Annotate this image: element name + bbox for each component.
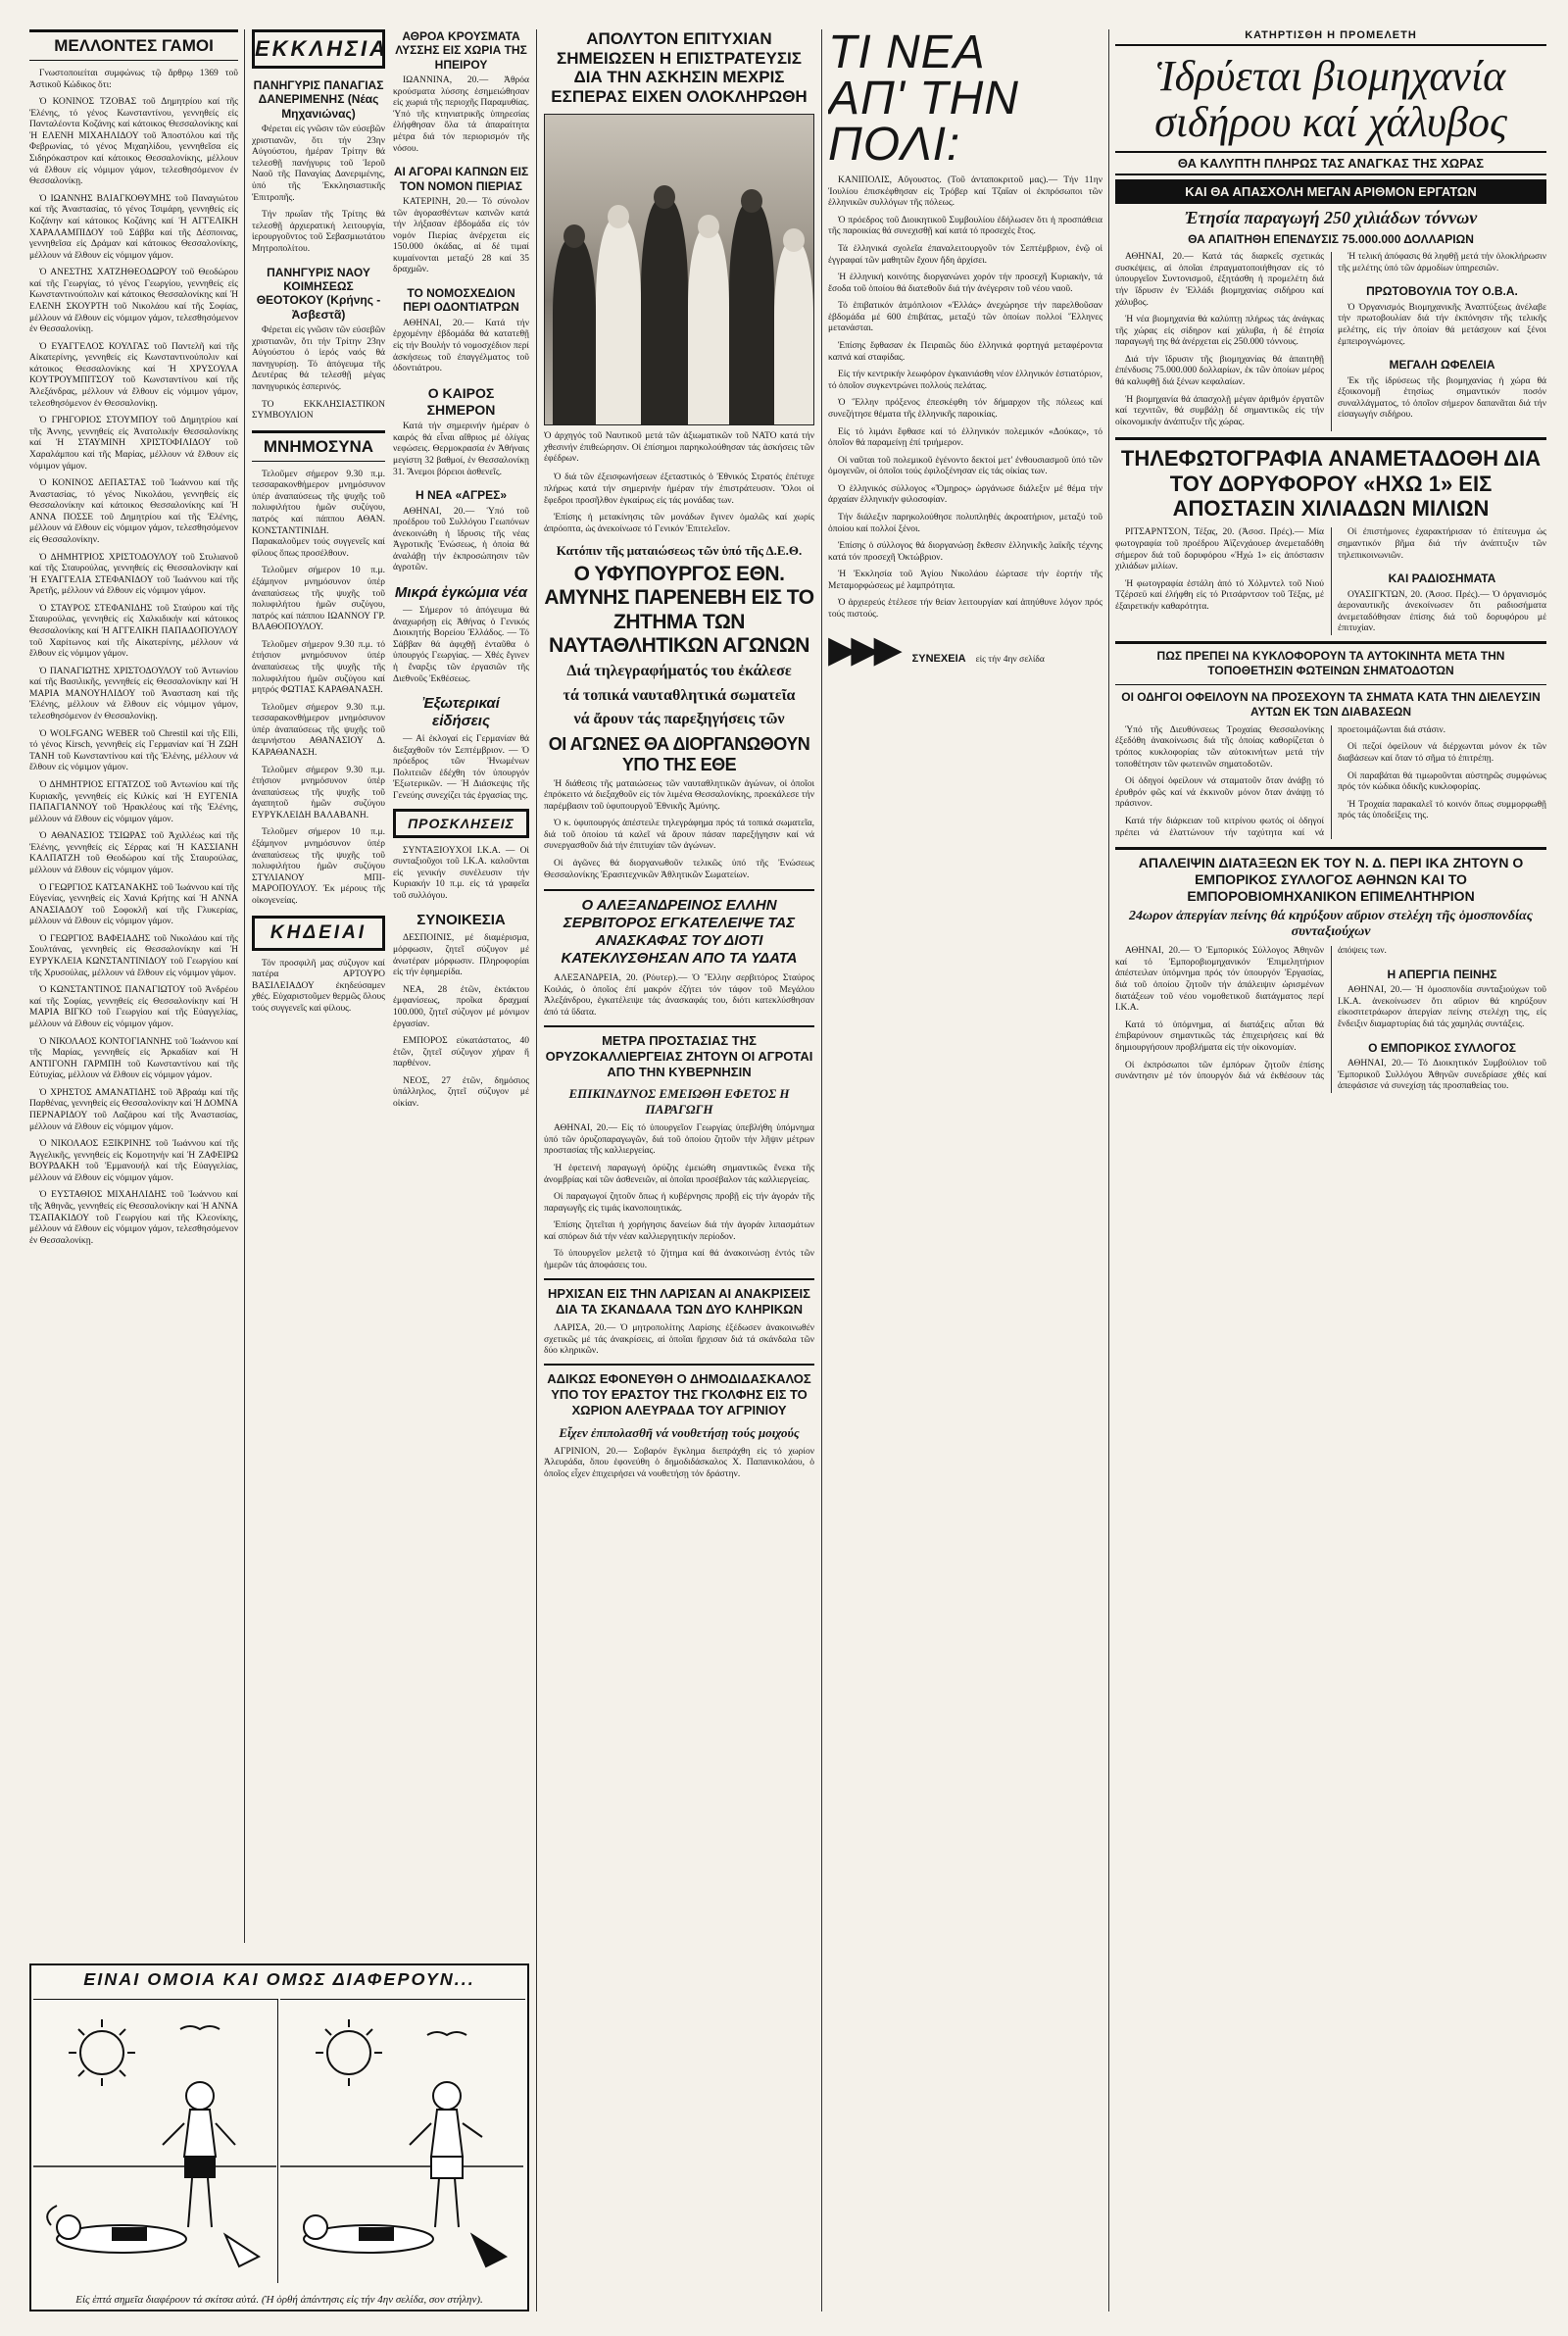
standing-figure: [410, 2082, 482, 2227]
text-line: Ἱδρύεται βιομηχανία: [1155, 52, 1506, 100]
column-rule: [821, 29, 822, 2311]
sub-heading: ΜΕΓΑΛΗ ΩΦΕΛΕΙΑ: [1389, 358, 1495, 373]
text-line: Διά τηλεγραφήματός του ἐκάλεσε: [566, 662, 792, 679]
text-line: ΝΕΟΣ, 27 ἐτῶν, δημόσιος ὑπάλληλος, ζητεῖ σύζυγον μέ οἰκίαν.: [393, 1075, 529, 1109]
article-subheadline: ΟΙ ΟΔΗΓΟΙ ΟΦΕΙΛΟΥΝ ΝΑ ΠΡΟΣΕΧΟΥΝ ΤΑ ΣΗΜΑΤΑ ΚΑΤΑ ΤΗΝ ΔΙΕΛΕΥΣΙΝ ΑΥΤΩΝ ΕΚ ΤΩΝ ΔΙΑΒΑΣΕΩΝ: [1115, 684, 1546, 720]
continued-marker: [828, 628, 1102, 671]
brief-title: Η ΝΕΑ «ΑΓΡΕΣ»: [415, 488, 508, 503]
text-line: Ἡ τελική ἀπόφασις θά ληφθῇ μετά τήν ὁλοκλήρωσιν τῆς μελέτης ὑπό τῶν ἁρμοδίων ὑπηρεσιῶν.: [1338, 252, 1546, 273]
text-line: Τελοῦμεν σήμερον 10 π.μ. ἐξάμηνον μνημόσυνον ὑπέρ ἀναπαύσεως τῆς ψυχῆς τοῦ πολυφιλήτου ἡμῶν συζύγου, πατρός καί πάππου ΙΩΑΝΝΟΥ ΓΡ. ΒΛΑΘΟΠΟΥΛΟΥ.: [252, 566, 385, 633]
column-rule: [536, 29, 537, 2311]
text-line: Ἐπίσης ἔφθασαν ἐκ Πειραιῶς δύο ἑλληνικά φορτηγά μεταφέροντα καπνά καί σταφίδας.: [828, 341, 1102, 363]
text-line: ΑΘΗΝΑΙ, 20.— Εἰς τό ὑπουργεῖον Γεωργίας ὑπεβλήθη ὑπόμνημα ὑπό τῶν ὀρυζοπαραγωγῶν, διά τοῦ ὁποίου ζητοῦν τήν λῆψιν μέτρων προστασίας τῆς καλλιεργείας.: [544, 1123, 814, 1157]
text-line: Τελοῦμεν σήμερον 9.30 π.μ. ἐτήσιον μνημόσυνον ὑπέρ ἀναπαύσεως τῆς ψυχῆς τοῦ ἀγαπητοῦ ἡμῶν συζύγου ΕΥΡΥΚΛΕΙΔΗ ΒΑΛΑΒΑΝΗ.: [252, 765, 385, 820]
text-line: Ὁ ΣΤΑΥΡΟΣ ΣΤΕΦΑΝΙΔΗΣ τοῦ Σταύρου καί τῆς Σταυρούλας, γεννηθείς εἰς Χαλκιδικήν καί κάτοικος Θεσσαλονίκης καί Ἡ ΑΓΓΕΛΙΚΗ ΠΑΠΑΔΟΠΟΥΛΟΥ τοῦ Χαρίτωνος καί τῆς Αἰκατερίνης, μέλλουν νά ἔλθουν εἰς νόμιμον γάμον.: [29, 603, 238, 660]
text-line: Φέρεται εἰς γνῶσιν τῶν εὐσεβῶν χριστιανῶν, ὅτι τήν 23ην Αὐγούστου, ἡμέραν Τρίτην θά τελεσθῇ πανήγυρις τοῦ Ἱεροῦ Ναοῦ τῆς Παναγίας Δανεριμένης, ὑπό τῆς Ἐκκλησιαστικῆς Ἐπιτροπῆς.: [252, 124, 385, 203]
section-heading: ΜΕΛΛΟΝΤΕΣ ΓΑΜΟΙ: [29, 29, 238, 61]
text-line: Ἡ νέα βιομηχανία θά καλύπτῃ πλήρως τάς ἀνάγκας τῆς χώρας εἰς σίδηρον καί χάλυβα, ἡ δέ ἐτησία παραγωγή της θά ἀνέρχεται εἰς 250.000 τόννους.: [1115, 315, 1324, 348]
text-line: Ὁ ΔΗΜΗΤΡΙΟΣ ΕΓΓΑΤΖΟΣ τοῦ Ἀντωνίου καί τῆς Κυριακῆς, γεννηθείς εἰς Κιλκίς καί Ἡ ΕΥΓΕΝΙΑ ΠΑΠΑΓΙΑΝΝΟΥ τοῦ Ἡρακλέους καί τῆς Ἑλένης, μέλλουν νά ἔλθουν εἰς νόμιμον γάμον.: [29, 779, 238, 824]
text-line: Ὁ ΚΟΝΙΝΟΣ ΤΖΟΒΑΣ τοῦ Δημητρίου καί τῆς Ἑλένης, τό γένος Κωνσταντίνου, γεννηθείς εἰς Πανταλέοντα Κοζάνης καί κάτοικος Θεσσαλονίκης καί Ἡ ΕΛΕΝΗ ΜΙΧΑΗΛΙΔΟΥ τοῦ Ἀποστόλου καί τῆς Φεβρωνίας, τό γένος Μιχαηλίδου, γεννηθεῖσα εἰς Σιδηρόκαστρον καί κάτοικος Θεσσαλονίκης, μέλλουν νά ἔλθουν εἰς νόμιμον γάμον, τελεσθησόμενον ἐν Θεσσαλονίκῃ.: [29, 97, 238, 187]
city-news-column: [828, 29, 1102, 2311]
text-line: Τελοῦμεν σήμερον 10 π.μ. ἐξάμηνον μνημόσυνον ὑπέρ ἀναπαύσεως τῆς ψυχῆς τοῦ πολυφιλήτου ἡμῶν συζύγου ΣΤΥΛΙΑΝΟΥ ΜΠΙ-ΜΑΡΟΠΟΥΛΟΥ. Ἐκ μέρους τῆς οἰκογενείας.: [252, 827, 385, 906]
city-news-masthead: [828, 29, 1102, 172]
text-line: Ἡ ἑλληνική κοινότης διοργανώνει χορόν τήν προσεχῆ Κυριακήν, τά ἔσοδα τοῦ ὁποίου θά διατεθοῦν διά τήν ἀνέγερσιν τοῦ νέου ναοῦ.: [828, 273, 1102, 294]
invitations-heading: ΠΡΟΣΚΛΗΣΕΙΣ: [393, 809, 529, 838]
text-line: Κατά τήν διάρκειαν τοῦ κιτρίνου φωτός οἱ ὁδηγοί πρέπει νά ἐλαττώνουν τήν ταχύτητα καί νά προετοιμάζωνται διά στάσιν.: [1115, 724, 1446, 838]
text-line: Γνωστοποιείται συμφώνως τῷ ἄρθρῳ 1369 τοῦ Ἀστικοῦ Κώδικος ὅτι:: [29, 69, 238, 90]
invitations-body: ΣΥΝΤΑΞΙΟΥΧΟΙ Ι.Κ.Α. — Οἱ συνταξιοῦχοι τοῦ Ι.Κ.Α. καλοῦνται εἰς γενικήν συνέλευσιν τήν Κυριακήν 10 π.μ. εἰς τά γραφεῖα τοῦ συλλόγου.: [393, 845, 529, 901]
church-section-heading: ΕΚΚΛΗΣΙΑ: [252, 29, 385, 69]
cartoon-panel-right: [280, 1999, 525, 2283]
church-subcolumn: [252, 29, 388, 1117]
text-line: Εἰς τό λιμάνι ἔφθασε καί τό ἑλληνικόν πολεμικόν «Δούκας», τό ὁποῖον θά παραμείνῃ ἐπί τριήμερον.: [828, 426, 1102, 449]
text-line: Ὑπό τῆς Διευθύνσεως Τροχαίας Θεσσαλονίκης ἐξεδόθη ἀνακοίνωσις διά τῆς ὁποίας καθορίζεται ὁ τρόπος κυκλοφορίας τῶν αὐτοκινήτων μετά τήν τοποθέτησιν τῶν φωτεινῶν σηματοδοτῶν.: [1115, 724, 1324, 770]
text-line: Κατά τό ὑπόμνημα, αἱ διατάξεις αὗται θά ἐπιβαρύνουν σημαντικῶς τάς ἐπιχειρήσεις καί θά δημιουργήσουν προβλήματα εἰς τήν οἰκονομίαν.: [1115, 1019, 1324, 1053]
text-line: ΑΘΗΝΑΙ, 20.— Ὁ Ἐμπορικός Σύλλογος Ἀθηνῶν καί τό Ἐμποροβιομηχανικόν Ἐπιμελητήριον ἀπέστειλαν ὑπόμνημα πρός τόν ὑπουργόν Ἐργασίας, διά τοῦ ὁποίου ζητοῦν τήν ἀπάλειψιν ὡρισμένων διατάξεων τοῦ νέου νομοθετικοῦ διατάγματος περί Ι.Κ.Α.: [1115, 946, 1324, 1014]
text-line: Ὁ ΕΥΑΓΓΕΛΟΣ ΚΟΥΛΓΑΣ τοῦ Παντελῆ καί τῆς Αἰκατερίνης, γεννηθείς εἰς Κωνσταντινούπολιν καί κάτοικος Θεσσαλονίκης καί Ἡ ΧΡΥΣΟΥΛΑ ΚΟΥΤΡΟΥΜΠΙΤΣΟΥ τοῦ Κωνσταντίνου καί τῆς Ἀλεξάνδρας, μέλλουν νά ἔλθουν εἰς νόμιμον γάμον, τελεσθησόμενον ἐν Θεσσαλονίκῃ.: [29, 341, 238, 409]
sun-rays: [316, 2019, 382, 2086]
main-headline: [1115, 54, 1546, 145]
industry-news-column: [1115, 29, 1546, 2311]
reclining-figure: [47, 2206, 186, 2253]
text-line: Τό ὑπουργεῖον μελετᾷ τό ζήτημα καί θά ἀνακοινώσῃ ἐντός τῶν ἡμερῶν τάς ἀποφάσεις του.: [544, 1249, 814, 1271]
text-line: Οἱ ἐπιστήμονες ἐχαρακτήρισαν τό ἐπίτευγμα ὡς σημαντικόν βῆμα διά τήν ἀνάπτυξιν τῶν τηλεπικοινωνιῶν.: [1338, 527, 1546, 561]
text-line: ΔΕΣΠΟΙΝΙΣ, μέ διαμέρισμα, μόρφωσιν, ζητεῖ σύζυγον μέ ἀνωτέραν μόρφωσιν. Πληροφορίαι εἰς τήν ἐφημερίδα.: [393, 933, 529, 978]
matchmaking-heading: ΣΥΝΟΙΚΕΣΙΑ: [416, 912, 506, 929]
text-line: Διά τήν ἵδρυσιν τῆς βιομηχανίας θά ἀπαιτηθῇ ἐπένδυσις 75.000.000 δολλαρίων, ἐκ τῶν ὁποίων μέρος θά καλυφθῇ διά ξένων κεφαλαίων.: [1115, 354, 1324, 388]
bird-icon: [180, 2026, 220, 2029]
sub-heading: Η ΑΠΕΡΓΙΑ ΠΕΙΝΗΣ: [1387, 967, 1497, 981]
telephoto-article-body: [1115, 527, 1546, 634]
investment-line: ΘΑ ΑΠΑΙΤΗΘΗ ΕΠΕΝΔΥΣΙΣ 75.000.000 ΔΟΛΛΑΡΙΩΝ: [1188, 232, 1474, 247]
sub-heading: ΚΑΙ ΡΑΔΙΟΣΗΜΑΤΑ: [1388, 572, 1496, 586]
local-news-body: — Σήμερον τό ἀπόγευμα θά ἀναχωρήσῃ εἰς Ἀθήνας ὁ Γενικός Διοικητής Βορείου Ἑλλάδος. — Τό Σάββαν θά ἀφιχθῇ ἐνταῦθα ὁ ὑπουργός Γεωργίας. — Χθές ἔγινεν ἡ ἔναρξις τῶν ἐργασιῶν τῆς Διεθνοῦς Ἐκθέσεως.: [393, 606, 529, 684]
text-line: Ἐπίσης ὁ σύλλογος θά διοργανώσῃ ἔκθεσιν ἑλληνικῆς λαϊκῆς τέχνης κατά τόν προσεχῆ Ὀκτώβριον.: [828, 541, 1102, 563]
text-line: Ὁ WOLFGANG WEBER τοῦ Chrestil καί τῆς Elli, τό γένος Kirsch, γεννηθείς εἰς Γερμανίαν καί Ἡ ΖΩΗ ΤΑΝΗ τοῦ Κωνσταντίνου καί τῆς Ἑλένης, μέλλουν νά ἔλθουν εἰς νόμιμον γάμον.: [29, 728, 238, 773]
reclining-figure: [304, 2215, 433, 2253]
text-line: Ἡ ἐφετεινή παραγωγή ὀρύζης ἐμειώθη σημαντικῶς ἕνεκα τῆς ἀνομβρίας καί τῶν ἀσθενειῶν, αἱ ὁποῖαι προσέβαλον τάς καλλιεργείας.: [544, 1164, 814, 1185]
cartoon-caption: Εἰς ἑπτά σημεῖα διαφέρουν τά σκίτσα αὐτά. (Ἡ ὀρθή ἀπάντησις εἰς τήν 4ην σελίδα, σον στήλην).: [75, 2294, 483, 2306]
article-deck: ΕΠΙΚΙΝΔΥΝΟΣ ΕΜΕΙΩΘΗ ΕΦΕΤΟΣ Η ΠΑΡΑΓΩΓΗ: [568, 1086, 790, 1118]
city-news-body: [828, 175, 1102, 621]
text-line: Ἐπίσης ζητεῖται ἡ χορήγησις δανείων διά τήν ἀγοράν λιπασμάτων καί σπόρων διά τήν νέαν καλλιεργητικήν περίοδον.: [544, 1220, 814, 1242]
steel-article-body: [1115, 252, 1546, 430]
text-line: Ἡ Ἐκκλησία τοῦ Ἁγίου Νικολάου ἐώρτασε τήν ἑορτήν τῆς Μεταμορφώσεως μέ λαμπρότητα.: [828, 570, 1102, 591]
arrow-right-icon: ▶▶▶: [828, 628, 897, 671]
funeral-notice: Τόν προσφιλῆ μας σύζυγον καί πατέρα ΑΡΤΟΥΡΟ ΒΑΣΙΛΕΙΑΔΟΥ ἐκηδεύσαμεν χθές. Εὐχαριστοῦμεν θερμῶς ὅλους τούς συγγενεῖς καί φίλους.: [252, 958, 385, 1014]
text-line: Οἱ ὁδηγοί ὀφείλουν νά σταματοῦν ὅταν ἀνάβῃ τό ἐρυθρόν φῶς καί νά ἐκκινοῦν μόνον ὅταν ἀνάψῃ τό πράσινον.: [1115, 776, 1324, 810]
foreign-news-heading: Ἐξωτερικαί εἰδήσεις: [422, 695, 500, 730]
text-line: ΑΘΗΝΑΙ, 20.— Κατά τάς διαρκεῖς σχετικάς συσκέψεις, αἱ ὁποῖαι ἐπραγματοποιήθησαν εἰς τό ὑπουργεῖον Συντονισμοῦ, ἐξητάσθη ἡ προμελέτη διά τήν ἵδρυσιν ἐν Ἑλλάδι βιομηχανίας σιδήρου καί χάλυβος.: [1115, 252, 1324, 308]
text-line: ΠΟΛΙ:: [828, 119, 961, 172]
text-line: Οἱ ἐκπρόσωποι τῶν ἐμπόρων ζητοῦν ἐπίσης συνάντησιν μέ τόν ὑπουργόν διά νά ἐκθέσουν τάς ἀπόψεις των.: [1115, 946, 1387, 1082]
text-line: Οἱ πεζοί ὀφείλουν νά διέρχωνται μόνον ἐκ τῶν διαβάσεων καί ὅταν τό σῆμα τό ἐπιτρέπῃ.: [1338, 742, 1546, 765]
sub-body: ΑΘΗΝΑΙ, 20.— Τό Διοικητικόν Συμβούλιον τοῦ Ἐμπορικοῦ Συλλόγου Ἀθηνῶν συνεδρίασε χθές καί ἀπεφάσισε νά συνεχίσῃ τάς προσπαθείας του.: [1338, 1058, 1546, 1092]
text-line: Ὁ ΑΘΑΝΑΣΙΟΣ ΤΣΙΩΡΑΣ τοῦ Ἀχιλλέως καί τῆς Ἑλένης, γεννηθείς εἰς Σέρρας καί Ἡ ΚΑΣΣΙΑΝΗ ΚΑΛΠΑΤΖΗ τοῦ Θεοδώρου καί τῆς Σταυρούλας, μέλλουν νά ἔλθουν εἰς νόμιμον γάμον.: [29, 831, 238, 875]
continued-label: ΣΥΝΕΧΕΙΑ: [911, 652, 966, 665]
brief-title: ΠΑΝΗΓΥΡΙΣ ΠΑΝΑΓΙΑΣ ΔΑΝΕΡΙΜΕΝΗΣ (Νέας Μηχανιώνας): [253, 78, 384, 121]
article-deck: 24ωρον ἀπεργίαν πείνης θά κηρύξουν αὔριον στελέχη τῆς ὁμοσπονδίας συνταξιούχων: [1129, 909, 1533, 940]
text-line: ΑΠ' ΤΗΝ: [828, 73, 1019, 125]
article-headline: ΠΩΣ ΠΡΕΠΕΙ ΝΑ ΚΥΚΛΟΦΟΡΟΥΝ ΤΑ ΑΥΤΟΚΙΝΗΤΑ ΜΕΤΑ ΤΗΝ ΤΟΠΟΘΕΤΗΣΙΝ ΦΩΤΕΙΝΩΝ ΣΗΜΑΤΟΔΟΤΩΝ: [1115, 641, 1546, 678]
article-body: ΑΓΡΙΝΙΟΝ, 20.— Σοβαρόν ἔγκλημα διεπράχθη εἰς τό χωρίον Ἀλευράδα, ὅπου ἐφονεύθη ὁ δημοδιδάσκαλος Χ. Παπανικολάου, ὁ ὁποῖος εἶχεν ἐπιχειρήσει νά νουθετήσῃ τόν δράστην.: [544, 1446, 814, 1479]
text-line: Τελοῦμεν σήμερον 9.30 π.μ. τό ἐτήσιον μνημόσυνον ὑπέρ ἀναπαύσεως τῆς ψυχῆς τῆς πολυφιλήτου ἡμῶν συζύγου καί μητρός ΦΩΤΙΑΣ ΚΑΡΑΘΑΝΑΣΗ.: [252, 639, 385, 696]
article-body: [544, 1123, 814, 1271]
article-headline: ΜΕΤΡΑ ΠΡΟΣΤΑΣΙΑΣ ΤΗΣ ΟΡΥΖΟΚΑΛΛΙΕΡΓΕΙΑΣ ΖΗΤΟΥΝ ΟΙ ΑΓΡΟΤΑΙ ΑΠΟ ΤΗΝ ΚΥΒΕΡΝΗΣΙΝ: [544, 1025, 814, 1081]
text-line: ΤΟ ΕΚΚΛΗΣΙΑΣΤΙΚΟΝ ΣΥΜΒΟΥΛΙΟΝ: [252, 399, 385, 422]
matchmaking-list: [393, 933, 529, 1110]
text-line: ΚΑΝΙΠΟΛΙΣ, Αὔγουστος. (Τοῦ ἀνταποκριτοῦ μας).— Τήν 11ην Ἰουλίου ἐπισκέφθησαν εἰς Τρόβερ καί Τζαΐαν οἱ ἐκπρόσωποι τῶν ἑλληνικῶν συλλόγων τῆς πόλεως.: [828, 175, 1102, 209]
text-line: ΝΕΑ, 28 ἐτῶν, ἐκτάκτου ἐμφανίσεως, προῖκα δραχμαί 100.000, ζητεῖ σύζυγον μέ μόνιμον ἐργασίαν.: [393, 984, 529, 1029]
text-line: Ἡ Τροχαία παρακαλεῖ τό κοινόν ὅπως συμμορφωθῇ πρός τάς ὑποδείξεις της.: [1338, 799, 1546, 821]
article-headline: ΟΙ ΑΓΩΝΕΣ ΘΑ ΔΙΟΡΓΑΝΩΘΟΥΝ ΥΠΟ ΤΗΣ ΕΘΕ: [548, 734, 810, 774]
text-line: Ὁ ΚΩΝΣΤΑΝΤΙΝΟΣ ΠΑΝΑΓΙΩΤΟΥ τοῦ Ἀνδρέου καί τῆς Σοφίας, γεννηθείς εἰς Θεσσαλονίκην καί Ἡ ΜΑΡΙΑ ΒΙΓΚΟ τοῦ Γεωργίου καί τῆς Εὐαγγελίας, μέλλουν νά ἔλθουν εἰς νόμιμον γάμον.: [29, 985, 238, 1029]
kicker: Κατόπιν τῆς ματαιώσεως τῶν ὑπό τῆς Δ.Ε.Θ.: [556, 543, 803, 559]
text-line: Ὁ ΝΙΚΟΛΑΟΣ ΚΟΝΤΟΓΙΑΝΝΗΣ τοῦ Ἰωάννου καί τῆς Μαρίας, γεννηθείς εἰς Ἀρκαδίαν καί Ἡ ΑΝΤΙΓΟΝΗ ΓΑΡΜΠΗ τοῦ Κωνσταντίνου καί τῆς Εὐτυχίας, μέλλουν νά ἔλθουν εἰς νόμιμον γάμον.: [29, 1036, 238, 1081]
text-line: Ὁ ΠΑΝΑΓΙΩΤΗΣ ΧΡΙΣΤΟΔΟΥΛΟΥ τοῦ Ἀντωνίου καί τῆς Βασιλικῆς, γεννηθείς εἰς Θεσσαλονίκην καί Ἡ ΜΑΡΙΑ ΜΑΝΟΥΗΛΙΔΟΥ τοῦ Ἀνασταση καί τῆς Ἑλένης, μέλλουν νά ἔλθουν εἰς νόμιμον γάμον, τελεσθησόμενον ἐν Θεσσαλονίκῃ.: [29, 666, 238, 722]
text-line: Ἡ φωτογραφία ἐστάλη ἀπό τό Χόλμντελ τοῦ Νιού Τζέρσεϋ καί ἐλήφθη εἰς τό Ριτσάρντσον τοῦ Τέξας, μέ ἐξαιρετικήν καθαρότητα.: [1115, 578, 1324, 612]
text-line: νά ἄρουν τάς παρεξηγήσεις τῶν: [573, 711, 785, 728]
brief-body: ΑΘΗΝΑΙ, 20.— Ὑπό τοῦ προέδρου τοῦ Συλλόγου Γεωπόνων ἀνεκοινώθη ἡ ἵδρυσις τῆς νέας Ἀγροτικῆς Ἑνώσεως, ἡ ὁποία θά ἀναλάβῃ τήν ἐκπροσώπησιν τῶν ἀγροτῶν.: [393, 506, 529, 573]
spot-the-difference-cartoon: [29, 1963, 529, 2311]
local-news-heading: Μικρά ἐγκώμια νέα: [394, 584, 528, 602]
sub-body: ΑΘΗΝΑΙ, 20.— Ἡ ὁμοσπονδία συνταξιούχων τοῦ Ι.Κ.Α. ἀνεκοίνωσεν ὅτι αὔριον θά κηρύξουν εἰκοσιτετράωρον ἀπεργίαν πείνης στελέχη της, εἰς ἔνδειξιν διαμαρτυρίας διά τάς χαμηλάς συντάξεις.: [1338, 985, 1546, 1030]
beach-sketch: [33, 2000, 276, 2282]
text-line: Ὁ ἀρχιερεύς ἐτέλεσε τήν θείαν λειτουργίαν καί ἀπηύθυνε λόγον πρός τούς πιστούς.: [828, 598, 1102, 621]
lead-headline: ΑΠΟΛΥΤΟΝ ΕΠΙΤΥΧΙΑΝ ΣΗΜΕΙΩΣΕΝ Η ΕΠΙΣΤΡΑΤΕΥΣΙΣ ΔΙΑ ΤΗΝ ΑΣΚΗΣΙΝ ΜΕΧΡΙΣ ΕΣΠΕΡΑΣ ΕΙΧΕΝ ΟΛΟΚΛΗΡΩΘΗ: [551, 29, 808, 106]
brief-body: ΚΑΤΕΡΙΝΗ, 20.— Τό σύνολον τῶν ἀγορασθέντων καπνῶν κατά τήν λήξασαν ἑβδομάδα εἰς τόν νομόν Πιερίας ἀνέρχεται εἰς 150.000 ὀκάδας, αἱ δέ τιμαί κυμαίνονται μεταξύ 28 καί 35 δραχμῶν.: [393, 197, 529, 275]
text-line: Τό ἐπιβατικόν ἀτμόπλοιον «Ἑλλάς» ἀνεχώρησε τήν παρελθοῦσαν ἑβδομάδα μέ 600 ἐπιβάτας, μεταξύ τῶν ὁποίων πολλοί Ἕλληνες μετανάσται.: [828, 301, 1102, 334]
text-line: ΕΜΠΟΡΟΣ εὐκατάστατος, 40 ἐτῶν, ζητεῖ σύζυγον χήραν ἤ παρθένον.: [393, 1036, 529, 1069]
cartoon-panel-left: [33, 1999, 278, 2283]
text-line: Ἐπίσης ἡ μετακίνησις τῶν μονάδων ἔγινεν ὁμαλῶς καί χωρίς ἀπρόοπτα, ὡς ἀνεκοίνωσε τό Γενικόν Ἐπιτελεῖον.: [544, 513, 814, 534]
text-line: ΡΙΤΣΑΡΝΤΣΟΝ, Τέξας, 20. (Ἀσοσ. Πρές).— Μία φωτογραφία τοῦ προέδρου Ἀϊζενχάουερ ἀνεμεταδόθη σήμερον διά τοῦ δορυφόρου «Ἠχώ 1» εἰς ἀπόστασιν χιλιάδων μιλίων.: [1115, 527, 1324, 572]
text-line: τά τοπικά ναυταθλητικά σωματεῖα: [563, 686, 796, 704]
text-line: Ὁ Ἕλλην πρόξενος ἐπεσκέφθη τόν δήμαρχον τῆς πόλεως καί συνεζήτησε θέματα τῆς ἑλληνικῆς παροικίας.: [828, 398, 1102, 420]
traffic-article-body: [1115, 725, 1546, 839]
brief-title: ΤΟ ΝΟΜΟΣΧΕΔΙΟΝ ΠΕΡΙ ΟΔΟΝΤΙΑΤΡΩΝ: [403, 286, 519, 315]
article-headline: Ο ΥΦΥΠΟΥΡΓΟΣ ΕΘΝ. ΑΜΥΝΗΣ ΠΑΡΕΝΕΒΗ ΕΙΣ ΤΟ ΖΗΤΗΜΑ ΤΩΝ ΝΑΥΤΑΘΛΗΤΙΚΩΝ ΑΓΩΝΩΝ: [544, 563, 814, 657]
memorials-heading: ΜΝΗΜΟΣΥΝΑ: [252, 430, 385, 462]
article-deck: [544, 662, 814, 730]
text-line: Εἰς τήν κεντρικήν λεωφόρον ἐγκαινιάσθη νέον ἑλληνικόν ἑστιατόριον, τό ὁποῖον συγκεντρώνει πολλούς πελάτας.: [828, 370, 1102, 391]
text-line: Οἱ ναῦται τοῦ πολεμικοῦ ἐγένοντο δεκτοί μετ' ἐνθουσιασμοῦ ὑπό τῶν ὁμογενῶν, οἱ ὁποῖοι τούς ἐφιλοξένησαν εἰς τάς οἰκίας των.: [828, 455, 1102, 477]
brief-title: ΑΘΡΟΑ ΚΡΟΥΣΜΑΤΑ ΛΥΣΣΗΣ ΕΙΣ ΧΩΡΙΑ ΤΗΣ ΗΠΕΙΡΟΥ: [395, 29, 527, 72]
text-line: σιδήρου καί χάλυβος: [1154, 97, 1507, 146]
article-headline: ΑΠΑΛΕΙΨΙΝ ΔΙΑΤΑΞΕΩΝ ΕΚ ΤΟΥ Ν. Δ. ΠΕΡΙ ΙΚΑ ΖΗΤΟΥΝ Ο ΕΜΠΟΡΙΚΟΣ ΣΥΛΛΟΓΟΣ ΑΘΗΝΩΝ ΚΑΙ ΤΟ ΕΜΠΟΡΟΒΙΟΜΗΧΑΝΙΚΟΝ ΕΠΙΜΕΛΗΤΗΡΙΟΝ: [1115, 847, 1546, 905]
column-rule: [244, 29, 245, 1943]
brief-title: ΑΙ ΑΓΟΡΑΙ ΚΑΠΝΩΝ ΕΙΣ ΤΟΝ ΝΟΜΟΝ ΠΙΕΡΙΑΣ: [393, 165, 529, 193]
text-line: Ὁ ΓΕΩΡΓΙΟΣ ΒΑΦΕΙΑΔΗΣ τοῦ Νικολάου καί τῆς Σουλτάνας, γεννηθείς εἰς Θεσσαλονίκην καί Ἡ ΕΥΡΥΚΛΕΙΑ ΚΩΝΣΤΑΝΤΙΝΙΔΟΥ τοῦ Γεωργίου καί τῆς Χρυσούλας, μέλλουν νά ἔλθουν εἰς νόμιμον γάμον.: [29, 933, 238, 978]
article-body: ΑΛΕΞΑΝΔΡΕΙΑ, 20. (Ρόυτερ).— Ὁ Ἕλλην σερβιτόρος Σταύρος Κοιλάς, ὁ ὁποῖος ἐπί μακρόν ἐζήτει τόν τάφον τοῦ Μεγάλου Ἀλεξάνδρου, ἐγκατέλειψε τάς ἀνασκαφάς του, διότι κατεκλύσθησαν ἀπό τά ὕδατα.: [544, 973, 814, 1018]
pail-icon: [225, 2235, 259, 2266]
text-line: Ὁ ΧΡΗΣΤΟΣ ΑΜΑΝΑΤΙΔΗΣ τοῦ Ἀβραάμ καί τῆς Παρθένας, γεννηθείς εἰς Θεσσαλονίκην καί Ἡ ΔΟΜΝΑ ΠΕΡΝΑΡΙΔΟΥ τοῦ Λαζάρου καί τῆς Ἀναστασίας, μέλλουν νά ἔλθουν εἰς νόμιμον γάμον.: [29, 1087, 238, 1132]
text-line: Οἱ παραγωγοί ζητοῦν ὅπως ἡ κυβέρνησις προβῇ εἰς τήν ἀγοράν τῆς παραγωγῆς εἰς τιμάς ἱκανοποιητικάς.: [544, 1192, 814, 1214]
text-line: Ὁ διά τῶν ἐξεισφωνήσεων ἐξεταστικός ὁ Ἐθνικός Στρατός ἐπέτυχε πλήρως κατά τήν σημερινήν ἡμέραν τήν ἐπιστράτευσιν. Ὅλοι οἱ ἔφεδροι προσῆλθον ἐγκαίρως εἰς τάς μονάδας των.: [544, 472, 814, 506]
brief-body: [252, 325, 385, 422]
sub-body: ΟΥΑΣΙΓΚΤΩΝ, 20. (Ἀσοσ. Πρές).— Ὁ ὀργανισμός ἀεροναυτικῆς ἀνεκοίνωσεν ὅτι ραδιοσήματα ἀνεμεταδόθησαν ἐπίσης διά τοῦ δορυφόρου μέ ἐπιτυχίαν.: [1338, 589, 1546, 634]
weather-body: Κατά τήν σημερινήν ἡμέραν ὁ καιρός θά εἶναι αἴθριος μέ ὀλίγας νεφώσεις. Θερμοκρασία ἐν Ἀθήναις μεγίστη 32 βαθμοί, ἐν Θεσσαλονίκῃ 31. Ἄνεμοι βόρειοι ἀσθενεῖς.: [393, 422, 529, 477]
headline-deck: Ἐτησία παραγωγή 250 χιλιάδων τόννων: [1184, 208, 1478, 228]
sub-body: Ἐκ τῆς ἱδρύσεως τῆς βιομηχανίας ἡ χώρα θά ἐξοικονομῇ ἐτησίως σημαντικόν ποσόν συναλλάγματος, τό ὁποῖον σήμερον δαπανᾶται διά τήν εἰσαγωγήν σιδήρου.: [1338, 375, 1546, 421]
article-headline: Ο ΑΛΕΞΑΝΔΡΕΙΝΟΣ ΕΛΛΗΝ ΣΕΡΒΙΤΟΡΟΣ ΕΓΚΑΤΕΛΕΙΨΕ ΤΑΣ ΑΝΑΣΚΑΦΑΣ ΤΟΥ ΔΙΟΤΙ ΚΑΤΕΚΛΥΣΘΗΣΑΝ ΑΠΟ ΤΑ ΥΔΑΤΑ: [544, 889, 814, 968]
text-line: Οἱ παραβάται θά τιμωροῦνται αὐστηρῶς συμφώνως πρός τόν κώδικα ὁδικῆς κυκλοφορίας.: [1338, 770, 1546, 793]
text-line: Ὁ ΓΡΗΓΟΡΙΟΣ ΣΤΟΥΜΠΟΥ τοῦ Δημητρίου καί τῆς Ἀννης, γεννηθείς εἰς Ἀνατολικήν Θεσσαλονίκης καί Ἡ ΣΤΑΥΜΙΝΗ ΧΡΙΣΤΟΦΙΛΙΔΟΥ τοῦ Χαραλάμπου καί τῆς Μαρίας, μέλλουν νά ἔλθουν εἰς νόμιμον γάμον.: [29, 416, 238, 472]
lead-news-column: [544, 29, 814, 2311]
text-line: Ὁ κ. ὑφυπουργός ἀπέστειλε τηλεγράφημα πρός τά τοπικά σωματεῖα, διά τοῦ ὁποίου τά καλεῖ νά ἄρουν πάσαν παρεξήγησιν καί νά συνεργασθοῦν διά τήν ἐπιτυχίαν τῶν ἀγώνων.: [544, 819, 814, 852]
text-line: Ὁ ΓΕΩΡΓΙΟΣ ΚΑΤΣΑΝΑΚΗΣ τοῦ Ἰωάννου καί τῆς Εὐγενίας, γεννηθείς εἰς Χανιά Κρήτης καί Ἡ ΑΝΝΑ ΑΝΑΣΙΑΔΟΥ τοῦ Σοφοκλῆ καί τῆς Γλυκερίας, μέλλουν νά ἔλθουν εἰς νόμιμον γάμον.: [29, 882, 238, 927]
continued-note: εἰς τήν 4ην σελίδα: [975, 654, 1045, 665]
traffic-paragraphs: [1115, 725, 1546, 839]
article-deck: Εἶχεν ἐπιπολασθῆ νά νουθετήσῃ τούς μοιχούς: [559, 1424, 800, 1440]
sun-icon: [327, 2031, 370, 2074]
announcement-list: [29, 69, 238, 1247]
text-line: Ὁ ΙΩΑΝΝΗΣ ΒΛΙΑΓΚΟΘΥΜΗΣ τοῦ Παναγιώτου καί τῆς Ἀναστασίας, τό γένος Τσιμάρη, γεννηθείς εἰς Κοζάνην καί κάτοικος Κοζάνης καί Ἡ ΑΓΓΕΛΙΚΗ ΧΑΡΑΛΑΜΠΙΔΟΥ τοῦ Σάββα καί τῆς Δέσποινας, γεννηθεῖσα εἰς Δράμαν καί κάτοικος Θεσσαλονίκης, μέλλουν νά ἔλθουν εἰς νόμιμον γάμον.: [29, 193, 238, 261]
banner-headline: ΘΑ ΚΑΛΥΠΤΗ ΠΛΗΡΩΣ ΤΑΣ ΑΝΑΓΚΑΣ ΤΗΣ ΧΩΡΑΣ: [1115, 151, 1546, 175]
text-line: Ὁ ΕΥΣΤΑΘΙΟΣ ΜΙΧΑΗΛΙΔΗΣ τοῦ Ἰωάννου καί τῆς Ἀθηνᾶς, γεννηθείς εἰς Θεσσαλονίκην καί Ἡ ΑΝΝΑ ΤΣΑΠΑΚΙΔΟΥ τοῦ Γεωργίου καί τῆς Κλεονίκης, μέλλουν νά ἔλθουν εἰς νόμιμον γάμον, τελεσθησόμενον ἐν Θεσσαλονίκῃ.: [29, 1190, 238, 1246]
text-line: Ὁ ΝΙΚΟΛΑΟΣ ΕΞΙΚΡΙΝΗΣ τοῦ Ἰωάννου καί τῆς Ἀγγελικῆς, γεννηθείς εἰς Κομοτηνήν καί Ἡ ΖΑΦΕΙΡΩ ΒΟΥΡΔΑΚΗ τοῦ Ἐμμανουήλ καί τῆς Εὐαγγελίας, μέλλουν νά ἔλθουν εἰς νόμιμον γάμον.: [29, 1139, 238, 1183]
weather-heading: Ο ΚΑΙΡΟΣ ΣΗΜΕΡΟΝ: [426, 384, 496, 418]
ika-article-body: [1115, 946, 1546, 1092]
text-line: Τά ἑλληνικά σχολεῖα ἐπαναλειτουργοῦν τόν Σεπτέμβριον, ἐνῷ οἱ ἐγγραφαί τῶν μαθητῶν ἔχουν ἤδη ἀρχίσει.: [828, 243, 1102, 266]
article-body: ΛΑΡΙΣΑ, 20.— Ὁ μητροπολίτης Λαρίσης ἐξέδωσεν ἀνακοινωθέν σχετικῶς μέ τάς ἀνακρίσεις, αἱ ὁποῖαι ἤρχισαν διά τά σκάνδαλα τῶν δύο κληρικῶν.: [544, 1323, 814, 1357]
text-line: Ὁ πρόεδρος τοῦ Διοικητικοῦ Συμβουλίου ἐδήλωσεν ὅτι ἡ προσπάθεια τῆς παροικίας θά συνεχισθῇ καί κατά τό προσεχές ἔτος.: [828, 215, 1102, 237]
lead-article-body: [544, 472, 814, 535]
sun-rays: [69, 2019, 135, 2086]
text-line: Ὁ ΔΗΜΗΤΡΙΟΣ ΧΡΙΣΤΟΔΟΥΛΟΥ τοῦ Στυλιανοῦ καί τῆς Σταυρούλας, γεννηθείς εἰς Θεσσαλονίκην καί Ἡ ΕΥΑΓΓΕΛΙΑ ΣΤΕΦΑΝΙΔΟΥ τοῦ Ἰωάννου καί τῆς Ἀρετῆς, μέλλουν νά ἔλθουν εἰς νόμιμον γάμον.: [29, 552, 238, 597]
text-line: Τελοῦμεν σήμερον 9.30 π.μ. τεσσαρακονθήμερον μνημόσυνον ὑπέρ ἀναπαύσεως τῆς ψυχῆς τοῦ πολυφιλήτου ἡμῶν συζύγου, πατρός καί πάππου ΑΘΑΝ. ΚΟΝΣΤΑΝΤΙΝΙΔΗ. Παρακαλοῦμεν τούς συγγενεῖς καί φίλους ὅπως προσέλθουν.: [252, 469, 385, 559]
wedding-announcements-column: [29, 29, 238, 1943]
text-line: Τελοῦμεν σήμερον 9.30 π.μ. τεσσαρακονθήμερον μνημόσυνον ὑπέρ ἀναπαύσεως τῆς ψυχῆς τοῦ ἀειμνήστου ΑΘΑΝΑΣΙΟΥ Δ. ΚΑΡΑΘΑΝΑΣΗ.: [252, 702, 385, 759]
news-photo: [544, 114, 814, 425]
article-headline: ΑΔΙΚΩΣ ΕΦΟΝΕΥΘΗ Ο ΔΗΜΟΔΙΔΑΣΚΑΛΟΣ ΥΠΟ ΤΟΥ ΕΡΑΣΤΟΥ ΤΗΣ ΓΚΟΛΦΗΣ ΕΙΣ ΤΟ ΧΩΡΙΟΝ ΑΛΕΥΡΑΔΑ ΤΟΥ ΑΓΡΙΝΙΟΥ: [544, 1364, 814, 1419]
text-line: Ὁ ΑΝΕΣΤΗΣ ΧΑΤΖΗΘΕΟΔΩΡΟΥ τοῦ Θεοδώρου καί τῆς Γεωργίας, τό γένος Γεωργίου, γεννηθείς εἰς Κωνσταντινούπολιν καί κάτοικος Θεσσαλονίκης καί Ἡ ΕΛΕΝΗ ΣΚΟΥΡΤΗ τοῦ Νικολάου καί τῆς Σοφίας, μέλλουν νά ἔλθουν εἰς νόμιμον γάμον, τελεσθησόμενον ἐν Θεσσαλονίκῃ.: [29, 268, 238, 335]
sun-icon: [80, 2031, 123, 2074]
cartoon-title: ΕΙΝΑΙ ΟΜΟΙΑ ΚΑΙ ΟΜΩΣ ΔΙΑΦΕΡΟΥΝ...: [83, 1969, 475, 1989]
article-headline: ΗΡΧΙΣΑΝ ΕΙΣ ΤΗΝ ΛΑΡΙΣΑΝ ΑΙ ΑΝΑΚΡΙΣΕΙΣ ΔΙΑ ΤΑ ΣΚΑΝΔΑΛΑ ΤΩΝ ΔΥΟ ΚΛΗΡΙΚΩΝ: [544, 1278, 814, 1318]
brief-title: ΠΑΝΗΓΥΡΙΣ ΝΑΟΥ ΚΟΙΜΗΣΕΩΣ ΘΕΟΤΟΚΟΥ (Κρήνης - Ἀσβεστᾶ): [256, 265, 381, 322]
briefs-subcolumn: [393, 29, 529, 1117]
memorial-list: [252, 470, 385, 908]
brief-body: ΑΘΗΝΑΙ, 20.— Κατά τήν ἐρχομένην ἑβδομάδα θά κατατεθῇ εἰς τήν Βουλήν τό νομοσχέδιον περί ἀσκήσεως τοῦ ἐπαγγέλματος τοῦ ὀδοντιάτρου.: [393, 318, 529, 374]
pail-icon: [472, 2235, 506, 2266]
column-rule: [1108, 29, 1109, 2311]
church-and-news-column: [252, 29, 529, 1943]
bird-icon: [427, 2032, 466, 2035]
text-line: Ὁ ἑλληνικός σύλλογος «Ὅμηρος» ὠργάνωσε διάλεξιν μέ θέμα τήν ἀρχαίαν ἑλληνικήν φιλοσοφίαν.: [828, 483, 1102, 506]
topline: ΚΑΤΗΡΤΙΣΘΗ Η ΠΡΟΜΕΛΕΤΗ: [1115, 29, 1546, 46]
sub-heading: ΠΡΩΤΟΒΟΥΛΙΑ ΤΟΥ Ο.Β.Α.: [1366, 284, 1518, 299]
sub-body: Ὁ Ὀργανισμός Βιομηχανικῆς Ἀναπτύξεως ἀνέλαβε τήν πρωτοβουλίαν διά τήν ἐκπόνησιν τῆς τελικῆς μελέτης, εἰς τήν ὁποίαν θά μετάσχουν καί ξένοι ἐμπειρογνώμονες.: [1338, 302, 1546, 347]
sub-heading: Ο ΕΜΠΟΡΙΚΟΣ ΣΥΛΛΟΓΟΣ: [1368, 1040, 1516, 1055]
standing-figure: [163, 2082, 235, 2227]
text-line: ΤΙ ΝΕΑ: [828, 29, 986, 78]
text-line: Τήν διάλεξιν παρηκολούθησε πολυπληθές ἀκροατήριον, μεταξύ τοῦ ὁποίου καί πολλοί ξένοι.: [828, 512, 1102, 534]
text-line: Ὁ ΚΟΝΙΝΟΣ ΔΕΠΑΣΤΑΣ τοῦ Ἰωάννου καί τῆς Ἀναστασίας, τό γένος Νικολάου, γεννηθείς εἰς Θεσσαλονίκην καί κάτοικος Θεσσαλονίκης καί Ἡ ΑΝΝΑ ΠΟΣΣΕ τοῦ Δημητρίου καί τῆς Ἑλένης, μέλλουν νά ἔλθουν εἰς νόμιμον γάμον, τελεσθησόμενον εἰς Θεσσαλονίκην.: [29, 478, 238, 545]
text-line: Φέρεται εἰς γνῶσιν τῶν εὐσεβῶν χριστιανῶν, ὅτι τήν Τρίτην 23ην Αὐγούστου ὁ ἱερός ναός θά πανηγυρίσῃ. Τό ἀπόγευμα τῆς Δευτέρας θά τελεσθῇ μέγας πανηγυρικός ἑσπερινός.: [252, 325, 385, 392]
funerals-heading: ΚΗΔΕΙΑΙ: [252, 916, 385, 951]
text-line: Οἱ ἀγῶνες θά διοργανωθοῦν τελικῶς ὑπό τῆς Ἐνώσεως Θεσσαλονίκης Ἐρασιτεχνικῶν Ἀθλητικῶν Σωματείων.: [544, 859, 814, 880]
foreign-news-body: — Αἱ ἐκλογαί εἰς Γερμανίαν θά διεξαχθοῦν τόν Σεπτέμβριον. — Ὁ πρόεδρος τῶν Ἡνωμένων Πολιτειῶν ἐδέχθη τόν ὑπουργόν Ἐξωτερικῶν. — Ἡ Διάσκεψις τῆς Γενεύης συνεχίζει τάς ἐργασίας της.: [393, 734, 529, 801]
text-line: Ἡ βιομηχανία θά ἀπασχολῇ μέγαν ἀριθμόν ἐργατῶν καί τεχνιτῶν, θά συμβάλῃ δέ σημαντικῶς εἰς τήν οἰκονομικήν ἀνάπτυξιν τῆς χώρας.: [1115, 394, 1324, 427]
article-headline: ΤΗΛΕΦΩΤΟΓΡΑΦΙΑ ΑΝΑΜΕΤΑΔΟΘΗ ΔΙΑ ΤΟΥ ΔΟΡΥΦΟΡΟΥ «ΗΧΩ 1» ΕΙΣ ΑΠΟΣΤΑΣΙΝ ΧΙΛΙΑΔΩΝ ΜΙΛΙΩΝ: [1115, 437, 1546, 522]
text-line: Ἡ διάθεσις τῆς ματαιώσεως τῶν ναυταθλητικῶν ἀγώνων, οἱ ὁποῖοι ἐπρόκειτο νά διεξαχθοῦν εἰς τόν λιμένα Θεσσαλονίκης, προεκάλεσε τήν παρέμβασιν τοῦ ὑφυπουργοῦ Ἐθνικῆς Ἀμύνης.: [544, 778, 814, 812]
beach-sketch: [280, 2000, 523, 2282]
text-line: Τήν πρωΐαν τῆς Τρίτης θά τελεσθῇ ἀρχιερατική λειτουργία, ἱερουργοῦντος τοῦ Σεβασμιωτάτου Μητροπολίτου.: [252, 210, 385, 254]
brief-body: [252, 124, 385, 255]
photo-caption: Ὁ ἀρχηγός τοῦ Ναυτικοῦ μετά τῶν ἀξιωματικῶν τοῦ ΝΑΤΟ κατά τήν χθεσινήν ἐπιθεώρησιν. Οἱ ἐπίσημοι παρηκολούθησαν τάς ἀσκήσεις τῶν ἐφέδρων.: [544, 431, 814, 464]
banner-headline-inverted: ΚΑΙ ΘΑ ΑΠΑΣΧΟΛΗ ΜΕΓΑΝ ΑΡΙΘΜΟΝ ΕΡΓΑΤΩΝ: [1115, 179, 1546, 204]
brief-body: ΙΩΑΝΝΙΝΑ, 20.— Ἀθρόα κρούσματα λύσσης ἐσημειώθησαν εἰς χωριά τῆς περιοχῆς Παραμυθίας. Ὑπό τῆς κτηνιατρικῆς ὑπηρεσίας ἐλήφθησαν ὅλα τά ἀπαραίτητα μέτρα διά τόν περιορισμόν τῆς νόσου.: [393, 75, 529, 154]
article-body: [544, 779, 814, 882]
